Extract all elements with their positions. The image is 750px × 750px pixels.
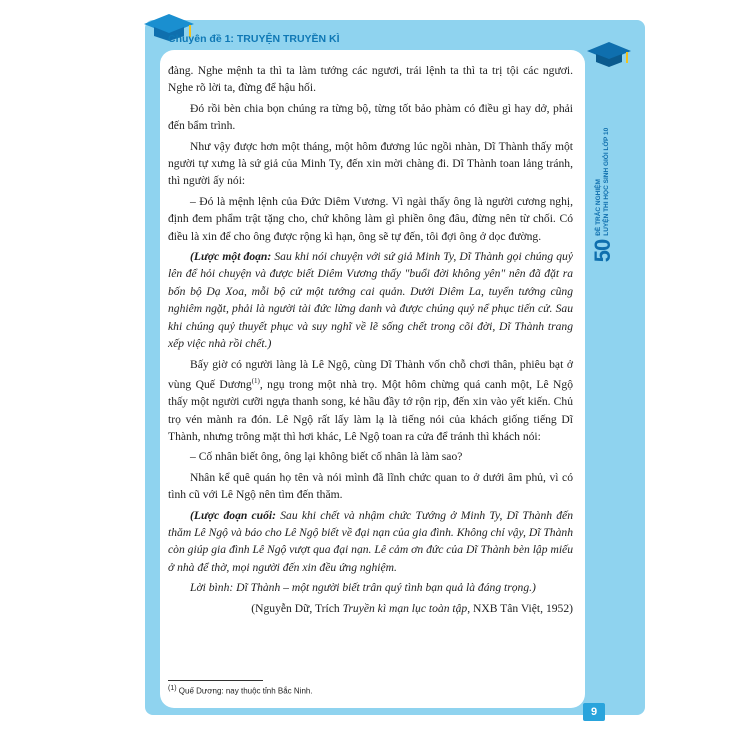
omitted-text-1: Sau khi nói chuyện với sứ giả Minh Ty, Dĩ Thành gọi chúng quỷ lên để hỏi chuyện và được biết Diêm Vương thấy "buổi đời không yên" nên đã đặt ra bốn bộ Dạ Xoa, mỗi bộ cử một tướng cai quản. Dưới Diêm La, tuyển tướng cũng nghiêm ngặt, phải là người tài đức lừng danh và được chúng quỷ nể phục tiến cử. Sau khi chúng quỷ thuyết phục và suy nghĩ về lẽ sống chết trong cõi đời, Dĩ Thành trang xếp việc nhà rồi chết.) bbox=[168, 250, 573, 351]
source-citation bbox=[168, 600, 573, 617]
chapter-label: Chuyên đề 1: bbox=[168, 33, 234, 45]
paragraph-7: – Cố nhân biết ông, ông lại không biết cố nhân là làm sao? bbox=[190, 450, 463, 464]
paragraph-6 bbox=[168, 356, 573, 446]
omitted-label-1: (Lược một đoạn: bbox=[190, 250, 272, 264]
chapter-topic: TRUYỆN TRUYỀN KÌ bbox=[236, 33, 340, 45]
page-number-badge: 9 bbox=[583, 703, 605, 721]
source-publisher: , NXB Tân Việt, 1952) bbox=[467, 601, 573, 615]
story-text bbox=[168, 62, 573, 620]
paragraph-6-part-b: , ngụ trong một nhà trọ. Một hôm chừng quá canh một, Lê Ngộ thấy một người cưỡi ngựa thanh song, kẻ hầu đầy tớ rộn rịp, đến xin vào yết kiến. Chủ trọ vén mành ra đón. Lê Ngộ rất lấy làm lạ là tiếng nói của khách giống tiếng Dĩ Thành, nhưng trông mặt thì hơi khác, Lê Ngộ toan ra cửa để tránh thì khách nói: bbox=[168, 377, 573, 443]
paragraph-2: Đó rồi bèn chia bọn chúng ra từng bộ, từng tốt bảo phàm có điều gì hay dở, phải đến bẩm trình. bbox=[168, 101, 573, 133]
paragraph-4: – Đó là mệnh lệnh của Đức Diêm Vương. Vì ngài thấy ông là người cương nghị, định đem phẩm trật tặng cho, chứ không làm gì phiền ông đâu, đừng nên từ chối. Có điều là xin để cho ông được rộng kì hạn, ông sẽ tự đến, tôi đợi ông ở dọc đường. bbox=[168, 194, 573, 243]
footnote bbox=[168, 685, 313, 696]
omitted-summary-2 bbox=[168, 507, 573, 577]
footnote-text: Quế Dương: nay thuộc tỉnh Bắc Ninh. bbox=[176, 686, 313, 696]
chapter-header bbox=[168, 33, 340, 51]
side-tab-title bbox=[590, 128, 616, 262]
paragraph-1: đàng. Nghe mệnh ta thì ta làm tướng các ngươi, trái lệnh ta thì ta trị tội các ngươi. Nghe rõ lời ta, đừng để hậu hối. bbox=[168, 64, 573, 95]
source-author: (Nguyễn Dữ, Trích bbox=[251, 601, 343, 615]
omitted-summary-1 bbox=[168, 248, 573, 352]
paragraph-8: Nhân kể quê quán họ tên và nói mình đã lĩnh chức quan to ở dưới âm phủ, vì có tình cũ với Lê Ngộ nên tìm đến thăm. bbox=[168, 470, 573, 502]
paragraph-3: Như vậy được hơn một tháng, một hôm đương lúc ngồi nhàn, Dĩ Thành thấy một người tự xưng là sứ giả của Minh Ty, đến xin mời chàng đi. Dĩ Thành toan lảng tránh, thì người ấy nói: bbox=[168, 139, 573, 188]
side-tab-line2: LUYỆN THI HỌC SINH GIỎI LỚP 10 bbox=[603, 127, 610, 236]
side-graduation-cap-icon bbox=[585, 40, 633, 68]
footnote-ref: (1) bbox=[251, 376, 260, 385]
side-tab-number: 50 bbox=[590, 239, 615, 263]
paragraph-6-part-a: Bấy giờ có người làng là Lê Ngộ, cùng Dĩ Thành vốn chỗ chơi thân, phiêu bạt ở vùng Quế Dương bbox=[168, 357, 573, 391]
source-title: Truyền kì mạn lục toàn tập bbox=[342, 601, 468, 615]
omitted-label-2: (Lược đoạn cuối: bbox=[190, 508, 277, 522]
footnote-divider bbox=[168, 680, 263, 681]
commentary: Lời bình: Dĩ Thành – một người biết trân quý tình bạn quả là đáng trọng.) bbox=[190, 581, 536, 595]
footnote-mark: (1) bbox=[168, 685, 177, 692]
omitted-text-2: Sau khi chết và nhậm chức Tướng ở Minh Ty, Dĩ Thành đến thăm Lê Ngộ và báo cho Lê Ngộ biết về đại nạn của gia đình. Không chỉ vậy, Dĩ Thành còn giúp gia đình Lê Ngộ vượt qua đại nạn. Lê cảm ơn đức của Dĩ Thành bèn lập miếu ở nhà để thờ, mọi người đến xin đều ứng nghiệm. bbox=[168, 508, 573, 574]
side-tab-line1: ĐỀ TRẮC NGHIỆM bbox=[595, 179, 602, 236]
